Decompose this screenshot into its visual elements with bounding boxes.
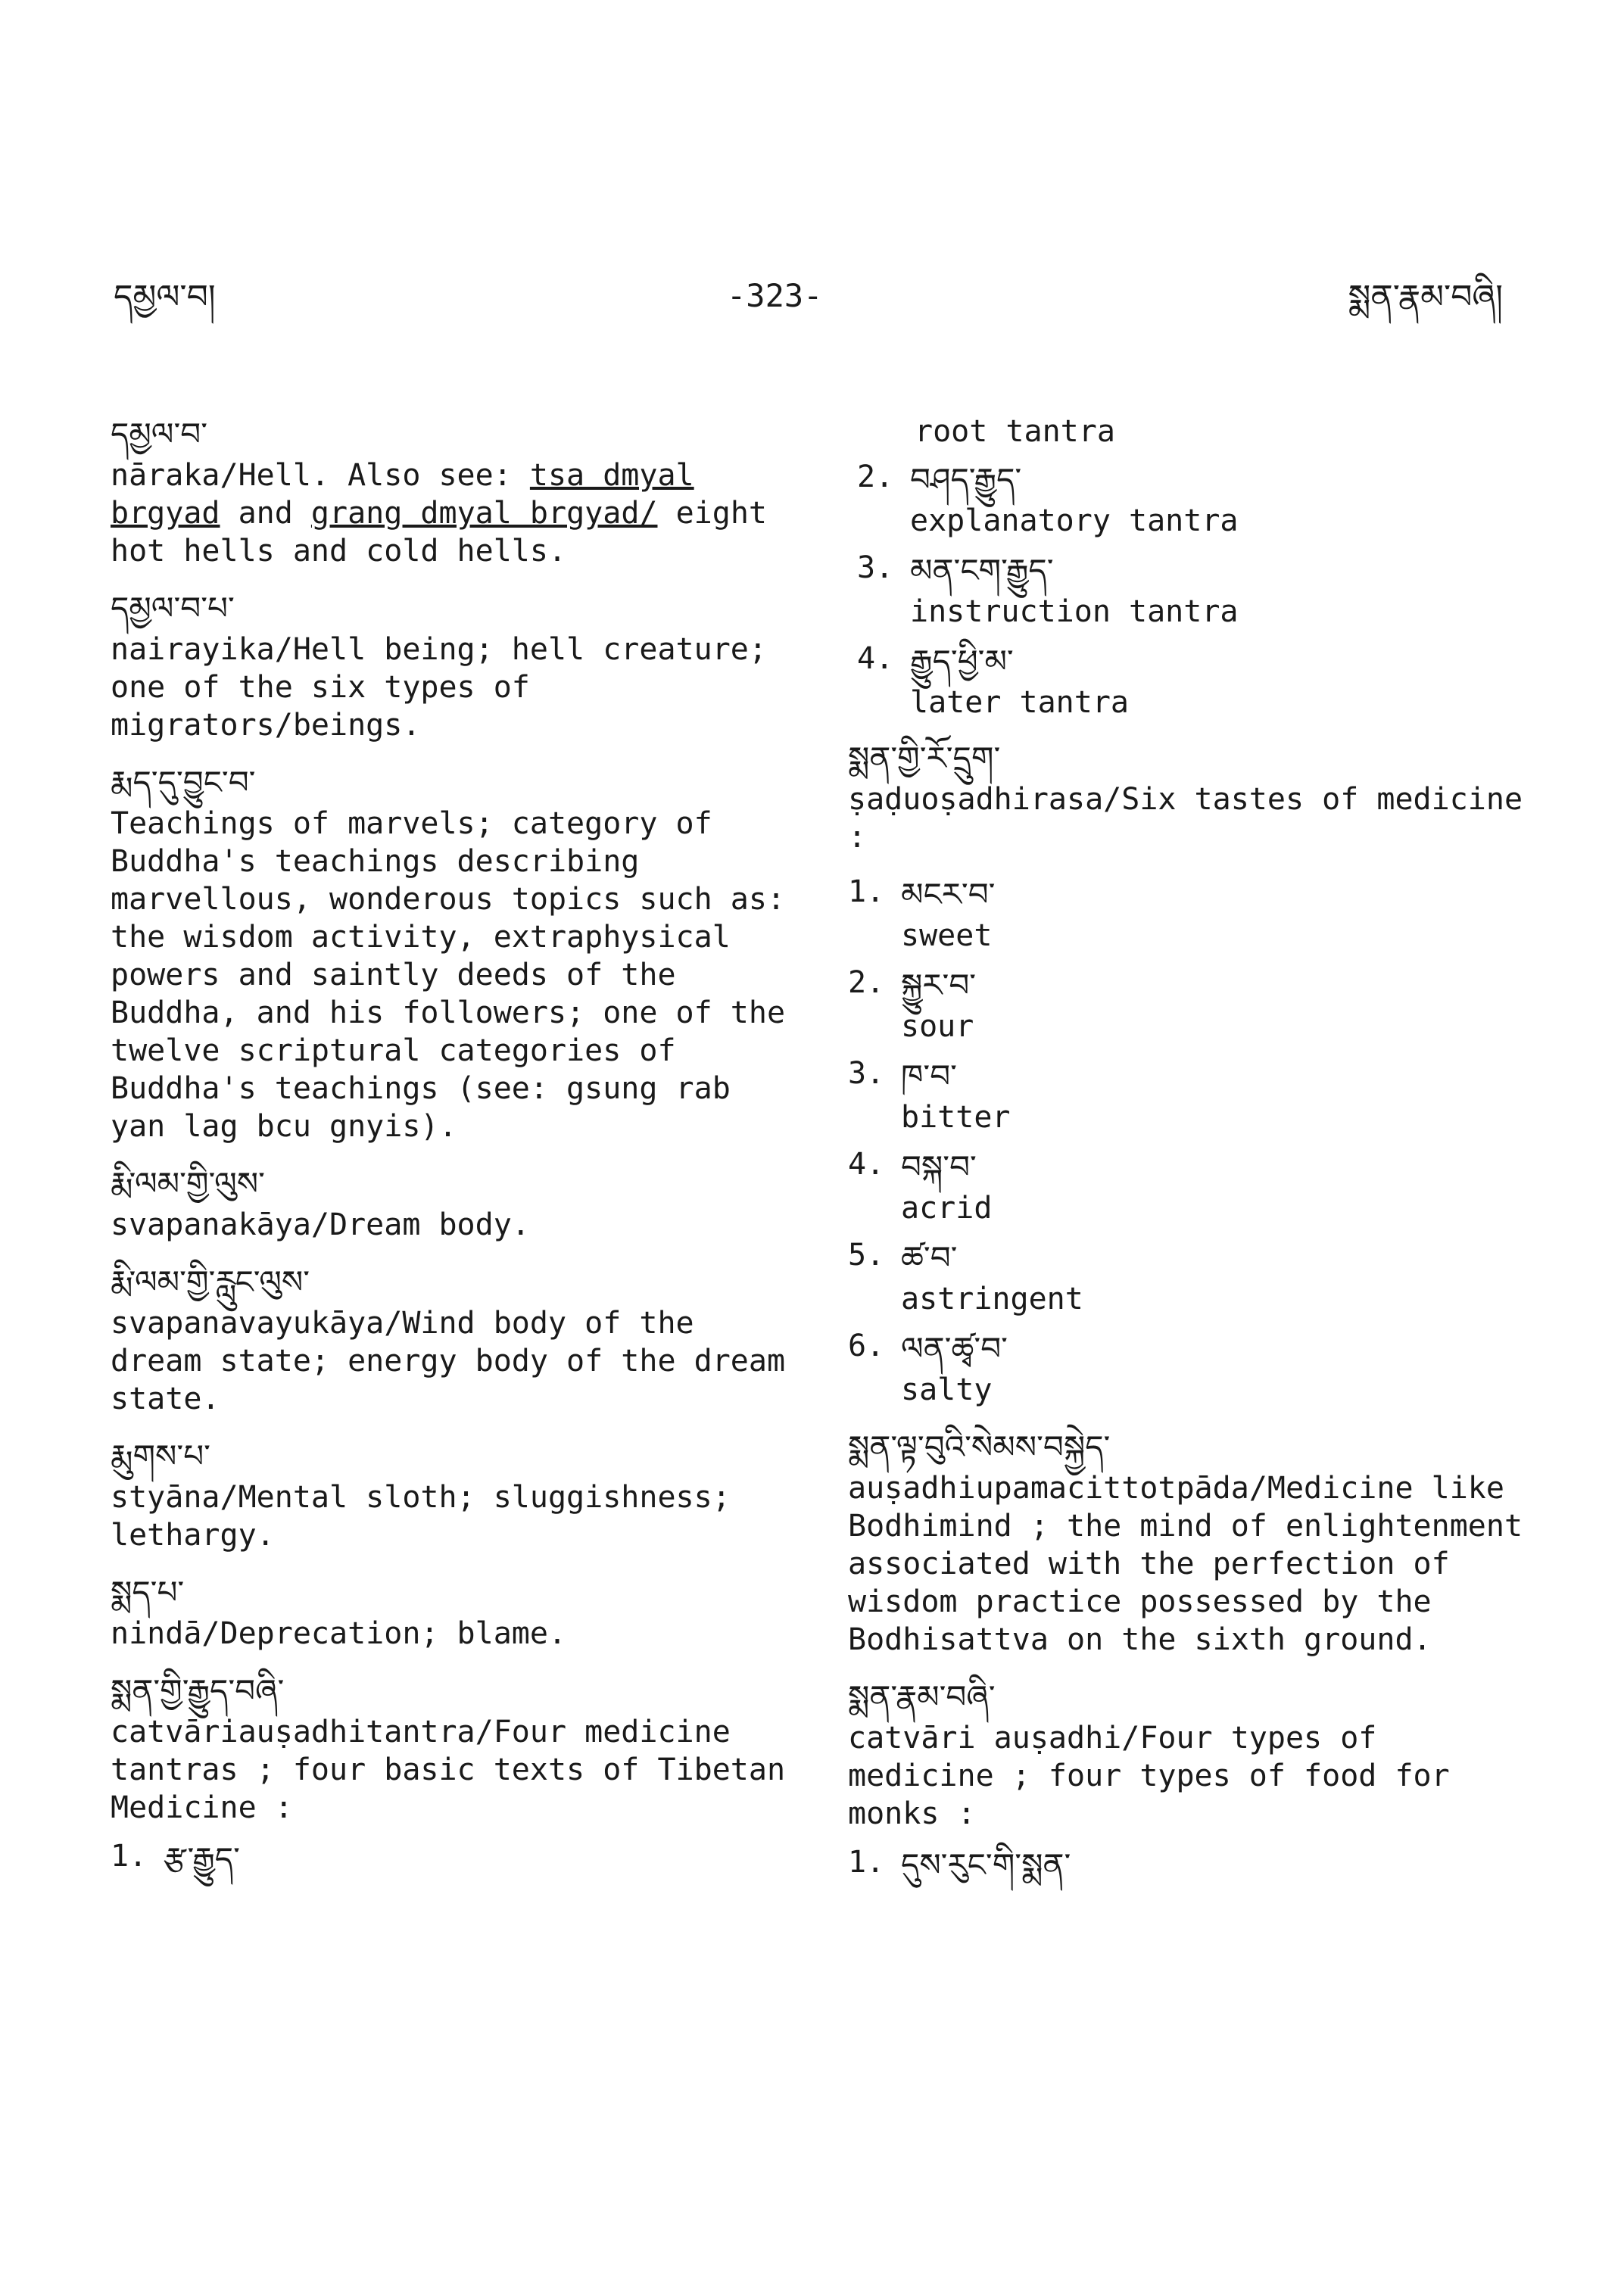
entry-definition bbox=[111, 456, 792, 570]
right-column bbox=[848, 413, 1529, 1904]
dictionary-entry bbox=[111, 1260, 792, 1418]
entry-definition: nindā/Deprecation; blame. bbox=[111, 1616, 567, 1651]
entry-headword: རྨད་དུ་བྱུང་བ་ bbox=[111, 764, 256, 801]
item-number: 3. bbox=[848, 1056, 885, 1091]
item-english: later tantra bbox=[910, 685, 1129, 720]
entry-headword: རྨི་ལམ་གྱི་ལུས་ bbox=[111, 1165, 265, 1202]
item-number: 1. bbox=[111, 1839, 148, 1874]
item-tibetan: རྩ་རྒྱུད་ bbox=[164, 1840, 240, 1877]
item-tibetan: མངར་བ་ bbox=[901, 876, 996, 913]
item-number: 2. bbox=[848, 965, 885, 1000]
item-number: 6. bbox=[848, 1329, 885, 1363]
entry-definition: catvāriauṣadhitantra/Four medicine tantras ; four basic texts of Tibetan Medicine : bbox=[111, 1715, 786, 1825]
entry-headword: སྨད་པ་ bbox=[111, 1574, 185, 1611]
dictionary-entry bbox=[111, 1162, 792, 1244]
entry-headword: སྨན་གྱི་རོ་དྲུག་ bbox=[848, 740, 1001, 777]
item-number: 3. bbox=[857, 550, 894, 585]
item-number: 2. bbox=[857, 460, 894, 494]
entry-headword: སྨན་ལྟ་བུའི་སེམས་བསྐྱེད་ bbox=[848, 1428, 1111, 1466]
entry-definition: styāna/Mental sloth; sluggishness; lethargy. bbox=[111, 1480, 731, 1553]
item-english: bitter bbox=[901, 1100, 1011, 1135]
dictionary-entry bbox=[111, 413, 792, 570]
entry-definition: catvāri auṣadhi/Four types of medicine ; four types of food for monks : bbox=[848, 1721, 1450, 1831]
left-column bbox=[111, 413, 792, 1898]
item-english: acrid bbox=[901, 1191, 993, 1226]
list-item bbox=[848, 873, 1529, 955]
item-tibetan: ལན་ཚྭ་བ་ bbox=[901, 1330, 1008, 1367]
definition-text: eight hot hells and cold hells. bbox=[111, 496, 767, 569]
dictionary-entry bbox=[848, 1425, 1529, 1659]
item-english: sour bbox=[901, 1009, 974, 1044]
entry-headword: དམྱལ་བ་པ་ bbox=[111, 590, 235, 627]
item-english: salty bbox=[901, 1372, 993, 1407]
entry-definition: svapanavayukāya/Wind body of the dream state; energy body of the dream state. bbox=[111, 1306, 786, 1416]
header-left-headword: དམྱལ་བ། bbox=[114, 278, 216, 316]
item-tibetan: ཁ་བ་ bbox=[901, 1058, 957, 1095]
item-tibetan: བསྐ་བ་ bbox=[901, 1148, 977, 1185]
definition-text: nāraka/Hell. Also see: bbox=[111, 458, 530, 493]
item-tibetan: མན་ངག་རྒྱུད་ bbox=[910, 552, 1054, 589]
list-item bbox=[111, 1837, 792, 1881]
dictionary-entry bbox=[848, 1675, 1529, 1887]
list-item bbox=[848, 1236, 1529, 1318]
entry-definition: auṣadhiupamacittotpāda/Medicine like Bodhimind ; the mind of enlightenment associated with the perfection of wisdom practice possessed by the Bodhisattva on the sixth ground. bbox=[848, 1471, 1523, 1657]
item-number: 4. bbox=[857, 641, 894, 676]
item-tibetan: ཚ་བ་ bbox=[901, 1239, 958, 1276]
entry-definition: svapanakāya/Dream body. bbox=[111, 1207, 530, 1242]
entry-definition: nairayika/Hell being; hell creature; one of the six types of migrators/beings. bbox=[111, 632, 767, 743]
list-item bbox=[857, 640, 1529, 721]
dictionary-entry bbox=[111, 1571, 792, 1653]
list-item bbox=[848, 1055, 1529, 1136]
dictionary-entry bbox=[848, 737, 1529, 856]
cross-reference: tsa dmyal brgyad bbox=[111, 458, 694, 531]
list-item bbox=[857, 549, 1529, 631]
tantra-list bbox=[848, 458, 1529, 721]
continued-line: root tantra bbox=[915, 414, 1115, 449]
dictionary-entry bbox=[111, 1669, 792, 1881]
definition-text: and bbox=[220, 496, 311, 531]
entry-definition: Teachings of marvels; category of Buddha's teachings describing marvellous, wonderous topics such as: the wisdom activity, extraphysical powers and saintly deeds of the Buddha, and his followers; one of the twelve scriptural categories of Buddha's teachings (see: gsung rab yan lag bcu gnyis). bbox=[111, 806, 786, 1144]
item-english: sweet bbox=[901, 918, 993, 953]
item-number: 5. bbox=[848, 1238, 885, 1273]
list-item bbox=[857, 458, 1529, 540]
taste-list bbox=[848, 873, 1529, 1409]
item-number: 1. bbox=[848, 874, 885, 909]
item-number: 4. bbox=[848, 1147, 885, 1182]
entry-headword: དམྱལ་བ་ bbox=[111, 416, 208, 453]
list-item bbox=[848, 1843, 1529, 1887]
item-english: astringent bbox=[901, 1282, 1083, 1316]
dictionary-entry bbox=[111, 1435, 792, 1554]
entry-headword: རྨི་ལམ་གྱི་རླུང་ལུས་ bbox=[111, 1263, 310, 1301]
item-english: instruction tantra bbox=[910, 594, 1239, 629]
entry-headword: སྨན་གྱི་རྒྱུད་བཞི་ bbox=[111, 1672, 285, 1709]
item-tibetan: རྒྱུད་ཕྱི་མ་ bbox=[910, 643, 1014, 680]
dictionary-entry bbox=[111, 761, 792, 1145]
cross-reference: grang dmyal brgyad/ bbox=[310, 496, 658, 531]
item-tibetan: སྐྱུར་བ་ bbox=[901, 967, 977, 1004]
list-item bbox=[848, 1327, 1529, 1409]
entry-headword: རྨུགས་པ་ bbox=[111, 1438, 210, 1475]
page-number: -323- bbox=[727, 277, 823, 314]
entry-headword: སྨན་རྣམ་བཞི་ bbox=[848, 1678, 996, 1715]
list-item bbox=[848, 964, 1529, 1045]
list-item bbox=[848, 1145, 1529, 1227]
dictionary-entry bbox=[111, 587, 792, 744]
header-right-headword: སྨན་རྣམ་བཞི། bbox=[1348, 278, 1503, 316]
item-tibetan: དུས་རུང་གི་སྨན་ bbox=[901, 1846, 1071, 1883]
item-english: explanatory tantra bbox=[910, 503, 1239, 538]
entry-definition: ṣaḍuoṣadhirasa/Six tastes of medicine : bbox=[848, 782, 1523, 855]
item-number: 1. bbox=[848, 1845, 885, 1880]
running-header bbox=[0, 279, 1624, 339]
item-tibetan: བཤད་རྒྱུད་ bbox=[910, 461, 1022, 498]
